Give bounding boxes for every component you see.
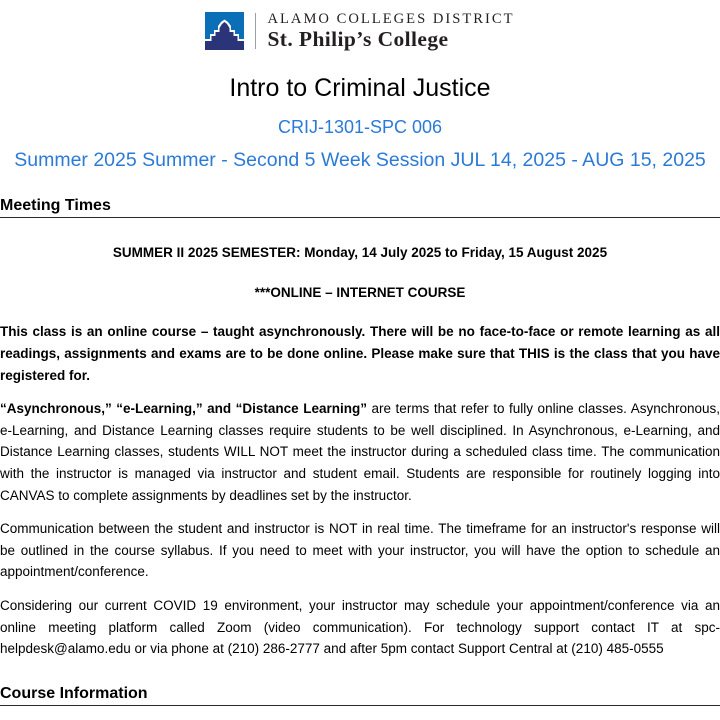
asynchronous-terms-lead: “Asynchronous,” “e-Learning,” and “Distance Learning” bbox=[0, 401, 367, 417]
online-course-line: ***ONLINE – INTERNET COURSE bbox=[254, 284, 466, 300]
spacer bbox=[0, 218, 720, 244]
paragraph-asynchronous-definition bbox=[0, 398, 720, 506]
paragraph-communication-timeframe: Communication between the student and instructor is NOT in real time. The timeframe for an instructor's response will be outlined in the course syllabus. If you need to meet with your instructor, you will have the option to schedule an appointment/conference. bbox=[0, 521, 720, 580]
spacer bbox=[0, 583, 720, 595]
course-information-heading: Course Information bbox=[0, 684, 148, 702]
meeting-times-heading: Meeting Times bbox=[0, 196, 111, 214]
logo-divider bbox=[255, 13, 256, 49]
alamo-colleges-mission-dome-logo-icon bbox=[205, 12, 244, 50]
paragraph-covid-zoom-support: Considering our current COVID 19 environment, your instructor may schedule your appointment/conference via an online meeting platform called Zoom (video communication). For technology support contact IT at spc-helpdesk@alamo.edu or via phone at (210) 286-2777 and after 5pm contact Support Central at (210) 485-0555 bbox=[0, 597, 720, 657]
course-title: Intro to Criminal Justice bbox=[229, 73, 491, 102]
district-name: ALAMO COLLEGES DISTRICT bbox=[267, 11, 515, 27]
logo-wordmark bbox=[267, 12, 514, 51]
spacer bbox=[0, 506, 720, 518]
course-code: CRIJ-1301-SPC 006 bbox=[277, 117, 443, 138]
semester-dates-line: SUMMER II 2025 SEMESTER: Monday, 14 July 2025 to Friday, 15 August 2025 bbox=[112, 245, 608, 261]
spacer bbox=[0, 386, 720, 398]
spacer bbox=[0, 301, 720, 321]
course-information-divider bbox=[0, 705, 720, 706]
spacer bbox=[0, 262, 720, 284]
course-session: Summer 2025 Summer - Second 5 Week Session JUL 14, 2025 - AUG 15, 2025 bbox=[14, 148, 706, 171]
college-name: St. Philip’s College bbox=[267, 26, 449, 51]
paragraph-online-course-notice: This class is an online course – taught asynchronously. There will be no face-to-face or remote learning as all readings, assignments and exams are to be done online. Please make sure that THIS is the class that you have registered for. bbox=[0, 324, 720, 383]
brand-header bbox=[0, 0, 720, 57]
logo-lockup bbox=[205, 12, 514, 51]
asynchronous-terms-rest: are terms that refer to fully online classes. Asynchronous, e-Learning, and Distance Learning classes require students to be well disciplined. In Asynchronous, e-Learning, and Distance Learning classes, students WILL NOT meet the instructor during a scheduled class time. The communication with the instructor is managed via instructor and student email. Students are responsible for routinely logging into CANVAS to complete assignments by deadlines set by the instructor. bbox=[0, 401, 720, 503]
